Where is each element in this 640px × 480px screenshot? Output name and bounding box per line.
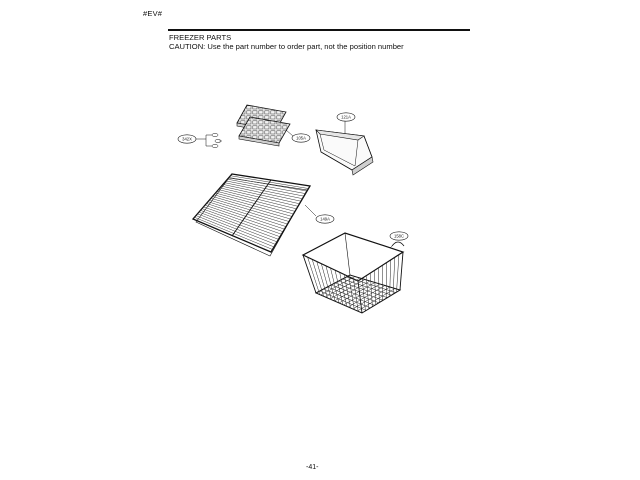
callout-105a (292, 134, 310, 142)
callout-149a (316, 215, 334, 223)
page-number: -41- (306, 464, 319, 471)
callout-342x (178, 135, 196, 143)
wire-shelf (193, 174, 310, 256)
document-code: #EV# (143, 9, 163, 18)
leader-line (305, 205, 316, 216)
callout-121a (337, 113, 355, 121)
page-title: FREEZER PARTS (169, 33, 232, 42)
svg-text:342X: 342X (182, 136, 192, 142)
callout-158c (390, 232, 408, 240)
svg-text:105A: 105A (296, 135, 306, 141)
caution-note: CAUTION: Use the part number to order part, not the position number (169, 42, 404, 51)
leader-line (286, 130, 293, 136)
wire-basket (303, 233, 404, 313)
svg-text:149A: 149A (320, 216, 330, 222)
freezer-bin (316, 130, 373, 175)
leader-line (390, 242, 396, 248)
fastener-parts (196, 133, 222, 147)
svg-text:121A: 121A (341, 114, 351, 120)
svg-text:158C: 158C (393, 233, 405, 239)
